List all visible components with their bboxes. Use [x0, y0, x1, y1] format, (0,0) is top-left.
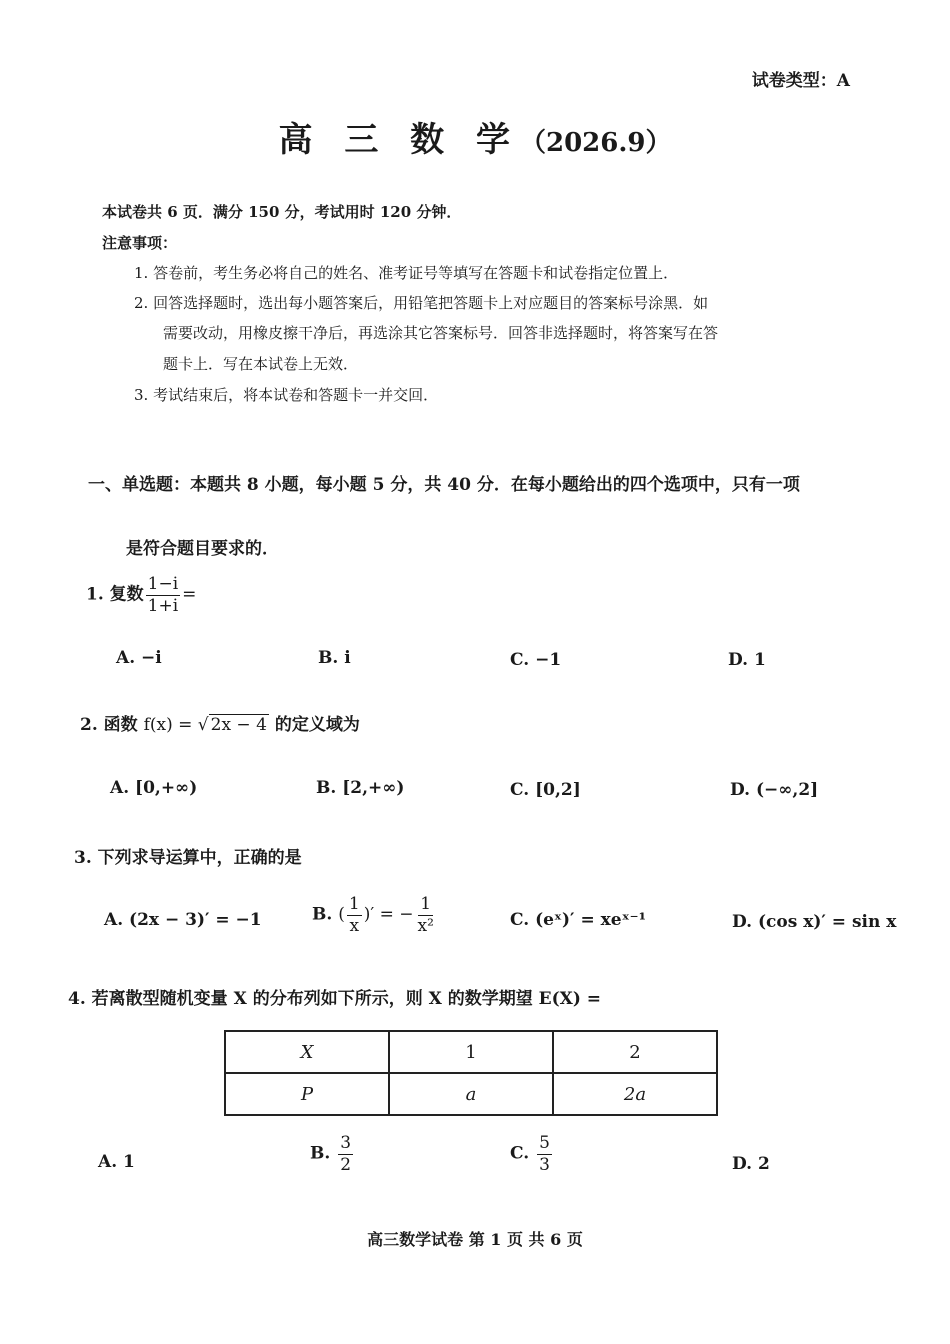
q3-option-c: C. (eˣ)′ = xeˣ⁻¹	[510, 910, 647, 930]
q4-option-c	[510, 1134, 554, 1174]
question-1-suffix: =	[182, 584, 197, 605]
fraction-numerator: 5	[539, 1133, 550, 1153]
question-4: 4. 若离散型随机变量 X 的分布列如下所示，则 X 的数学期望 E(X) =	[68, 989, 602, 1009]
table-cell: P	[225, 1073, 389, 1115]
distribution-table	[224, 1030, 718, 1116]
q3-option-b-fraction-1	[347, 895, 362, 935]
page-footer: 高三数学试卷 第 1 页 共 6 页	[367, 1230, 583, 1249]
notice-item-2-cont2: 题卡上．写在本试卷上无效．	[163, 355, 359, 373]
question-3: 3. 下列求导运算中，正确的是	[74, 848, 302, 868]
page-title	[0, 112, 950, 161]
notice-item-1: 1. 答卷前，考生务必将自己的姓名、准考证号等填写在答题卡和试卷指定位置上．	[134, 264, 679, 282]
q4-option-b	[310, 1134, 355, 1174]
question-1-prefix: 1. 复数	[86, 584, 144, 605]
q3-option-b: B. ( $\frac{1}{x}$ )′ = − $\frac{1}{\text{x²}}$	[312, 894, 434, 936]
notice-item-3: 3. 考试结束后，将本试卷和答题卡一并交回．	[134, 386, 439, 404]
q4-option-b-fraction	[338, 1134, 353, 1174]
table-cell: a	[389, 1073, 553, 1115]
q4-option-b-label: B.	[310, 1143, 331, 1164]
table-row	[225, 1073, 717, 1115]
question-2	[80, 710, 360, 735]
title-text: 高 三 数 学	[278, 120, 520, 160]
q4-option-d: D. 2	[732, 1154, 770, 1174]
paper-type: 试卷类型：A	[751, 71, 850, 91]
fraction-denominator: x	[349, 915, 360, 936]
fraction-numerator: 1−i	[147, 574, 179, 594]
notice-heading: 注意事项：	[102, 234, 178, 252]
notice-item-2-cont: 需要改动，用橡皮擦干净后，再选涂其它答案标号．回答非选择题时，将答案写在答	[163, 324, 719, 342]
q2-option-b: B. [2,+∞)	[316, 778, 405, 798]
exam-intro: 本试卷共 6 页．满分 150 分，考试用时 120 分钟．	[102, 203, 462, 221]
q3-option-d: D. (cos x)′ = sin x	[732, 912, 897, 932]
question-2-suffix: 的定义域为	[268, 715, 360, 735]
q3-option-b-label: B.	[312, 904, 333, 925]
table-cell: X	[225, 1031, 389, 1073]
title-year: （2026.9）	[520, 128, 672, 158]
question-2-prefix: 2. 函数	[80, 715, 144, 735]
fraction-numerator: 3	[340, 1133, 352, 1153]
fraction-denominator: 2	[340, 1154, 352, 1175]
table-cell: 2	[553, 1031, 717, 1073]
fraction-numerator: 1	[348, 894, 360, 914]
question-1-fraction	[146, 575, 181, 615]
fraction-denominator: 3	[539, 1154, 550, 1175]
fraction-denominator: x²	[417, 915, 434, 936]
notice-item-2: 2. 回答选择题时，选出每小题答案后，用铅笔把答题卡上对应题目的答案标号涂黑．如	[134, 294, 709, 312]
question-2-function: f(x) = √	[143, 715, 209, 735]
q4-option-c-fraction	[537, 1134, 552, 1174]
table-cell: 2a	[553, 1073, 717, 1115]
section-heading: 一、单选题：本题共 8 小题，每小题 5 分，共 40 分．在每小题给出的四个选项中，只有一项	[88, 475, 800, 495]
q4-option-c-label: C.	[510, 1143, 530, 1164]
table-cell: 1	[389, 1031, 553, 1073]
q2-option-a: A. [0,+∞)	[110, 778, 198, 798]
q1-option-b: B. i	[318, 648, 351, 668]
q1-option-d: D. 1	[728, 650, 766, 670]
question-2-radicand: 2x − 4	[210, 715, 267, 735]
q3-option-b-mid: )′ = −	[363, 904, 414, 925]
section-heading-cont: 是符合题目要求的．	[126, 539, 279, 559]
fraction-denominator: 1+i	[147, 595, 179, 616]
q3-option-b-fraction-2	[415, 895, 435, 935]
q1-option-c: C. −1	[510, 650, 562, 670]
q1-option-a: A. −i	[116, 648, 162, 668]
q3-option-a: A. (2x − 3)′ = −1	[104, 910, 262, 930]
table-row	[225, 1031, 717, 1073]
question-1	[86, 575, 196, 615]
q2-option-d: D. (−∞,2]	[730, 780, 819, 800]
q2-option-c: C. [0,2]	[510, 780, 581, 800]
fraction-numerator: 1	[420, 894, 432, 914]
q4-option-a: A. 1	[98, 1152, 135, 1172]
